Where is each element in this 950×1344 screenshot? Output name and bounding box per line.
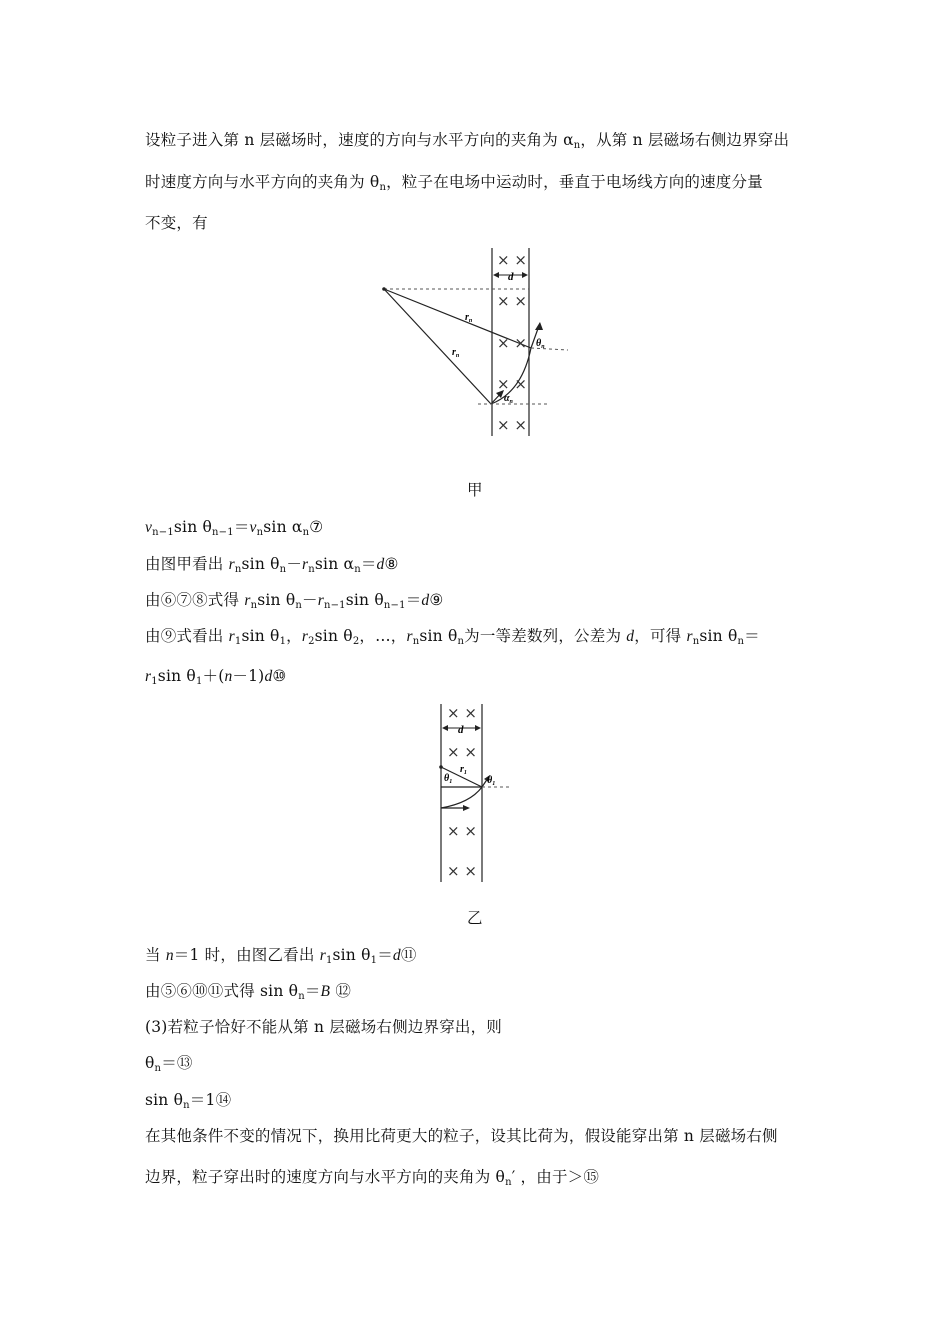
eq10-line2: $r_1\sin$ $\theta_1+(n-1)d⑩$ [145, 667, 287, 687]
figure-yi [0, 700, 950, 885]
fig1-cross-row5: × × [497, 416, 527, 434]
fig2-center-point [439, 765, 443, 769]
fig1-label-alpha: $\alpha_n$ [504, 393, 513, 405]
fig1-exit-arrowhead [535, 322, 543, 330]
fig1-d-arrowhead-right [522, 272, 528, 278]
fig2-d-arrowhead-left [442, 725, 448, 731]
fig2-cross-row1: × × [447, 704, 477, 722]
fig1-center-point [382, 287, 386, 291]
fig2-entry-arrowhead [463, 805, 470, 811]
eq9: 由⑥⑦⑧式得 $r_n\sin$ $\theta_n-r_{n-1}\sin$ $\theta_{n-1}=d⑨$ [145, 591, 444, 611]
fig1-d-arrowhead-left [493, 272, 499, 278]
eq14: $\sin \theta_n=1⑭$ [145, 1091, 232, 1111]
figure-jia [0, 245, 950, 445]
fig1-label-d: d [508, 271, 514, 283]
fig1-label-theta: $\theta_n$ [536, 338, 545, 350]
last-line2: 边界，粒子穿出时的速度方向与水平方向的夹角为 $\theta_n'$ ，由于＞⑮ [145, 1168, 600, 1188]
fig2-label-r: $r_1$ [460, 764, 467, 776]
fig1-cross-row4: × × [497, 375, 527, 393]
fig1-label-r-bottom: $r_n$ [452, 347, 460, 359]
fig1-caption: 甲 [467, 481, 483, 499]
fig1-cross-row3: × × [497, 334, 527, 352]
fig2-cross-row3: × × [447, 822, 477, 840]
fig2-cross-row4: × × [447, 862, 477, 880]
fig1-cross-row2: × × [497, 292, 527, 310]
fig1-label-r-top: $r_n$ [465, 312, 473, 324]
fig2-d-arrowhead-right [475, 725, 481, 731]
para1-line3: 不变，有 [145, 214, 208, 232]
eq11: 当 n＝1 时，由图乙看出 $r_1\sin$ $\theta_1=d⑪$ [145, 946, 417, 966]
fig1-radius-bottom [384, 289, 491, 404]
eq12: 由⑤⑥⑩⑪式得 $\sin \theta_n=B$ ⑫ [145, 982, 352, 1002]
eq10-line1: 由⑨式看出 $r_1\sin$ $\theta_1$，$r_2\sin$ $\theta_2$，…，$r_n\sin$ $\theta_n$为一等差数列，公差为 d，可得 $r_n\sin$ $\theta_n=$ [145, 627, 760, 647]
eq13: $\theta_n=⑬$ [145, 1054, 193, 1074]
fig2-caption: 乙 [467, 909, 483, 927]
fig2-label-theta-right: $\theta_1$ [487, 775, 496, 787]
para1-line2: 时速度方向与水平方向的夹角为 $\theta_n$，粒子在电场中运动时，垂直于电场线方向的速度分量 [145, 173, 763, 193]
fig2-label-theta-left: $\theta_1$ [444, 773, 453, 785]
eq7: $v_{n-1}\sin$ $\theta_{n-1}=v_n\sin$ $\alpha_n⑦$ [145, 518, 324, 538]
fig2-label-d: d [458, 724, 464, 736]
eq8: 由图甲看出 $r_n\sin$ $\theta_n-r_n\sin$ $\alpha_n=d⑧$ [145, 555, 399, 575]
last-line1: 在其他条件不变的情况下，换用比荷更大的粒子，设其比荷为，假设能穿出第 n 层磁场右侧 [145, 1127, 778, 1145]
fig2-cross-row2: × × [447, 743, 477, 761]
part3-intro: (3)若粒子恰好不能从第 n 层磁场右侧边界穿出，则 [145, 1018, 502, 1036]
para1-line1: 设粒子进入第 n 层磁场时，速度的方向与水平方向的夹角为 $\alpha_n$，从第 n 层磁场右侧边界穿出 [145, 131, 790, 151]
fig2-trajectory [441, 787, 482, 808]
fig1-cross-row1: × × [497, 251, 527, 269]
